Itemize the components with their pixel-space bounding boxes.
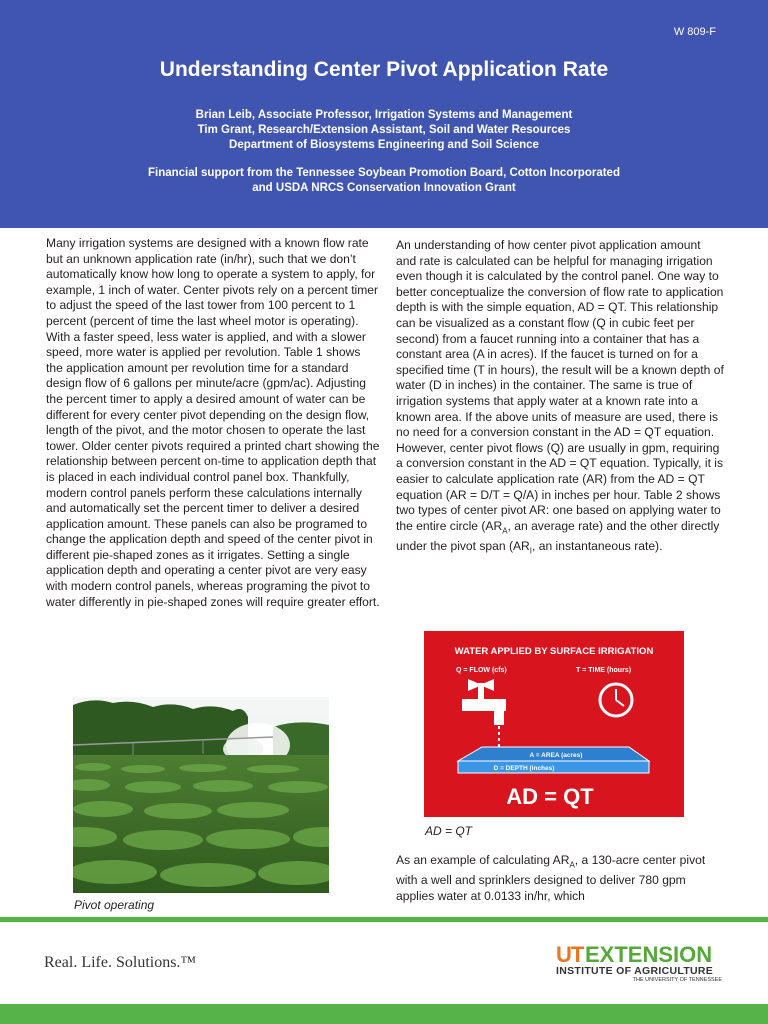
- funding-line: Financial support from the Tennessee Soybean Promotion Board, Cotton Incorporated: [148, 167, 620, 179]
- logo-university: THE UNIVERSITY OF TENNESSEE: [632, 977, 722, 983]
- document-number: W 809-F: [673, 26, 716, 38]
- logo-institute: INSTITUTE OF AGRICULTURE: [556, 965, 714, 977]
- page-title: Understanding Center Pivot Application Rate: [159, 58, 609, 81]
- body-column-right: [396, 238, 724, 559]
- paragraph-text: An understanding of how center pivot application amount and rate is calculated can be helpful for managing irrigation even though it is calculated by the control panel. One way to better conceptualize the conversion of flow rate to application depth is with the simple equation, AD = QT. This relationship can be visualized as a constant flow (Q in cubic feet per second) from a faucet running into a container that has a constant area (A in acres). If the faucet is turned on for a specified time (T in hours), the result will be a known depth of water (D in inches) in the container. The same is true of irrigation systems that apply water at a known rate into a known area. If the above units of measure are used, there is no need for a conversion constant in the AD = QT equation. However, center pivot flows (Q) are usually in gpm, requiring a conversion constant in the AD = QT equation. Typically, it is easier to calculate application rate (AR) from the AD = QT equation (AR = D/T = Q/A) in inches per hour. Table 2 shows two types of center pivot AR: one based on applying water to the entire circle (AR: [396, 238, 724, 533]
- pivot-photo-image: [73, 697, 329, 893]
- pivot-photo: [73, 697, 329, 893]
- logo-extension: EXTENSION: [585, 942, 713, 967]
- paragraph-text: As an example of calculating AR: [396, 853, 570, 867]
- paragraph-text: , a 130-acre center pivot with a well and sprinklers designed to deliver 780 gpm applies water at 0.0133 in/hr, which: [396, 853, 706, 903]
- diagram-equation: AD = QT: [506, 784, 594, 809]
- author-line: Tim Grant, Research/Extension Assistant, Soil and Water Resources: [197, 124, 571, 136]
- footer-bar: [0, 1004, 768, 1024]
- funding-line: and USDA NRCS Conservation Innovation Grant: [252, 182, 516, 194]
- logo-ut: UT: [556, 942, 584, 967]
- depth-label: D = DEPTH (inches): [493, 765, 555, 772]
- subscript: A: [502, 526, 508, 536]
- author-line: Brian Leib, Associate Professor, Irrigation Systems and Management: [195, 109, 573, 121]
- footer-tagline: Real. Life. Solutions.™: [44, 954, 197, 971]
- funding-note: [0, 166, 768, 196]
- body-column-left: Many irrigation systems are designed with a known flow rate but an unknown application rate (in/hr), such that we don’t automatically know how long to operate a system to apply, for example, 1 inch of water. Center pivots rely on a percent timer to adjust the speed of the last tower from 100 percent to 1 percent (percent of time the last wheel motor is operating). With a faster speed, less water is applied, and with a slower speed, more water is applied per revolution. Table 1 shows the application amount per revolution time for a standard design flow of 6 gallons per minute/acre (gpm/ac). Adjusting the percent timer to apply a desired amount of water can be different for every center pivot depending on the design flow, length of the pivot, and the motor chosen to operate the last tower. Older center pivots required a printed chart showing the relationship between percent on-time to application depth that is placed in each individual control panel box. Thankfully, modern control panels perform these calculations internally and automatically set the percent timer to deliver a desired application amount. These panels can also be programed to change the application depth and speed of the center pivot in different pie-shaped zones as it irrigates. Setting a single application depth and operating a center pivot are very easy with modern control panels, whereas programing the pivot to water differently in pie-shaped zones will require greater effort.: [46, 236, 380, 609]
- irrigation-diagram: [424, 631, 684, 817]
- footer-divider: [0, 917, 768, 922]
- diagram-title: WATER APPLIED BY SURFACE IRRIGATION: [454, 646, 654, 657]
- header-banner: [0, 0, 768, 228]
- body-column-right-continued: [396, 853, 724, 904]
- clock-icon: [600, 684, 632, 716]
- subscript: I: [529, 546, 533, 556]
- paragraph-text: , an instantaneous rate).: [532, 538, 663, 553]
- ut-extension-logo: [556, 942, 726, 986]
- faucet-icon: [462, 679, 506, 751]
- authors-block: [0, 108, 768, 153]
- diagram-caption: AD = QT: [425, 824, 473, 838]
- paragraph-text: , an average rate) and the other directly under the pivot span (AR: [396, 518, 720, 553]
- time-label: T = TIME (hours): [576, 667, 632, 674]
- flow-label: Q = FLOW (cfs): [456, 667, 507, 674]
- area-label: A = AREA (acres): [529, 752, 583, 759]
- photo-caption: Pivot operating: [74, 898, 155, 912]
- department-line: Department of Biosystems Engineering and Soil Science: [229, 139, 539, 151]
- subscript: A: [569, 860, 575, 870]
